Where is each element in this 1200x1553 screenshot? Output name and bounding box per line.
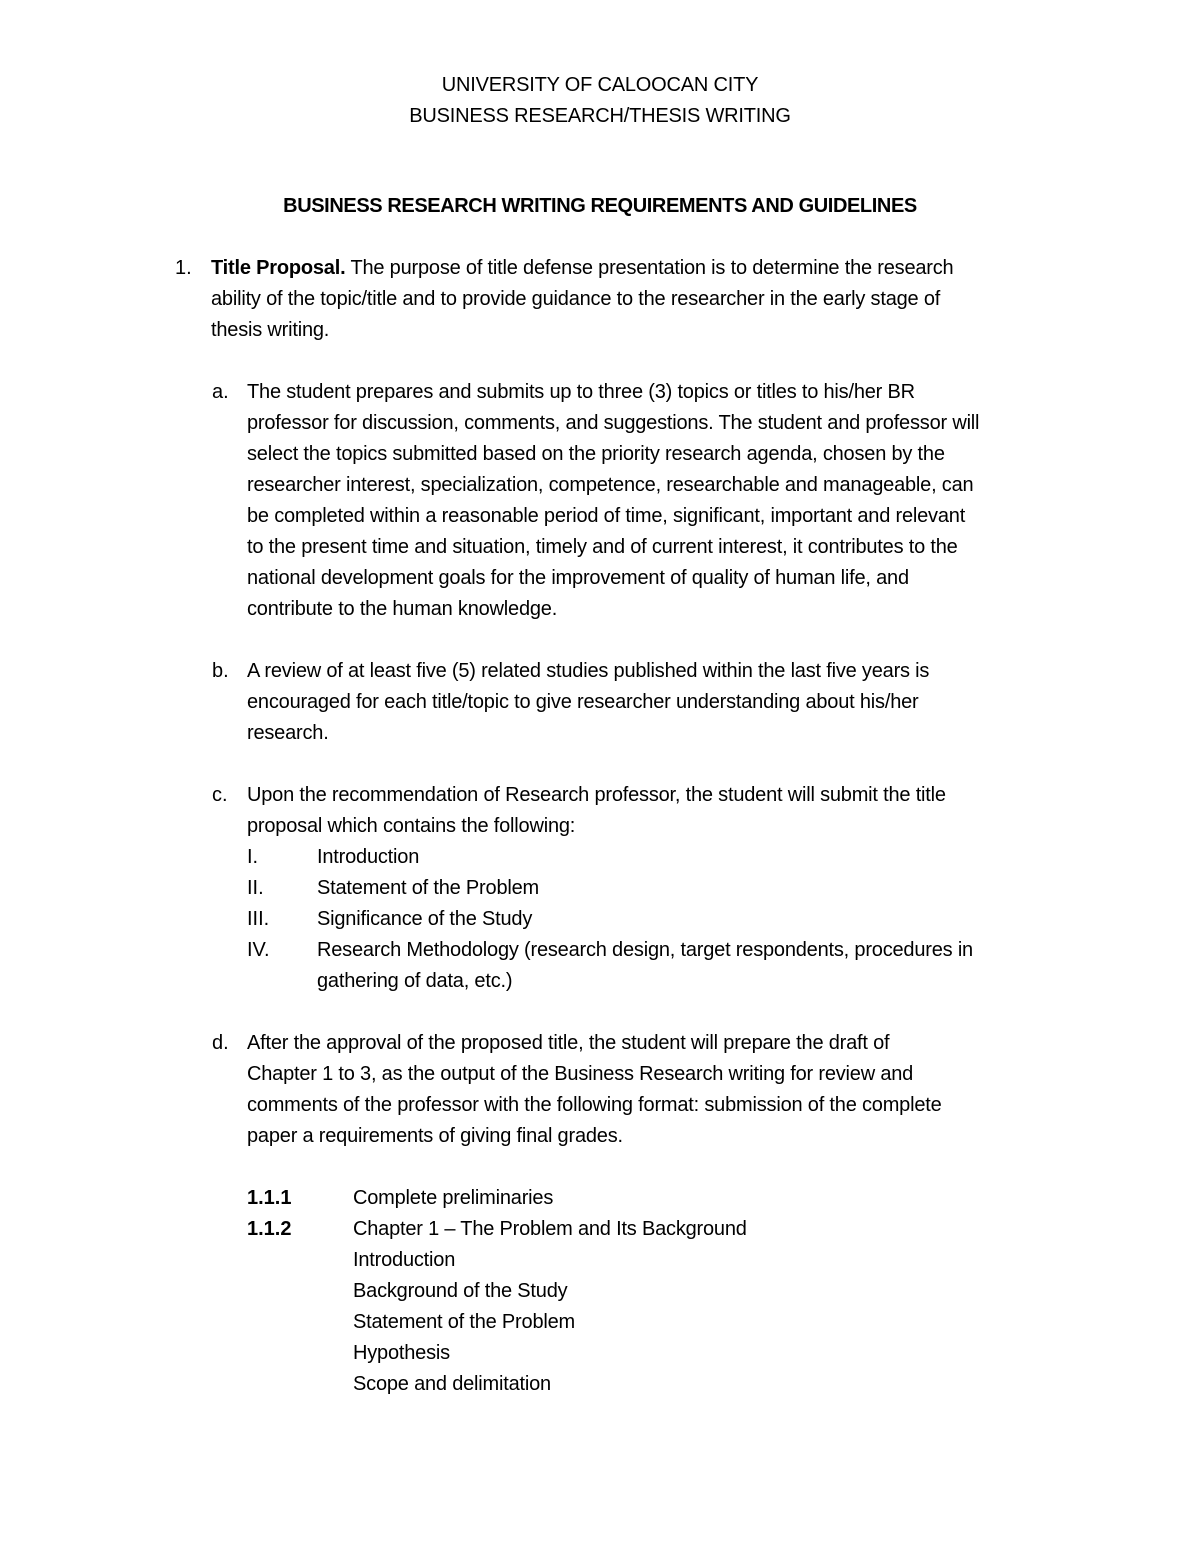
- section-text-line: ability of the topic/title and to provide guidance to the researcher in the early stage of: [211, 288, 941, 310]
- item-a-line: professor for discussion, comments, and suggestions. The student and professor will: [247, 412, 980, 434]
- item-d-marker: d.: [212, 1032, 229, 1054]
- section-number: 1.: [175, 257, 192, 279]
- chapter-part: Introduction: [353, 1249, 456, 1271]
- item-a-line: to the present time and situation, timely and of current interest, it contributes to the: [247, 536, 958, 558]
- roman-item-text: Significance of the Study: [317, 908, 533, 930]
- roman-item-text: Statement of the Problem: [317, 877, 539, 899]
- document-title: BUSINESS RESEARCH WRITING REQUIREMENTS AND GUIDELINES: [283, 195, 917, 217]
- item-a-line: researcher interest, specialization, competence, researchable and manageable, can: [247, 474, 974, 496]
- item-a-line: national development goals for the improvement of quality of human life, and: [247, 567, 909, 589]
- roman-numeral: II.: [247, 877, 264, 899]
- sub-item-text: Chapter 1 – The Problem and Its Background: [353, 1218, 747, 1240]
- item-b-marker: b.: [212, 660, 229, 682]
- item-d-line: Chapter 1 to 3, as the output of the Business Research writing for review and: [247, 1063, 914, 1085]
- item-a-line: select the topics submitted based on the priority research agenda, chosen by the: [247, 443, 945, 465]
- section-text-line: The purpose of title defense presentation is to determine the research: [350, 257, 954, 279]
- roman-item-text: Introduction: [317, 846, 420, 868]
- item-a-marker: a.: [212, 381, 229, 403]
- item-d-line: After the approval of the proposed title, the student will prepare the draft of: [247, 1032, 890, 1054]
- chapter-part: Background of the Study: [353, 1280, 568, 1302]
- roman-item-text: Research Methodology (research design, target respondents, procedures in: [317, 939, 973, 961]
- chapter-part: Hypothesis: [353, 1342, 450, 1364]
- sub-item-number: 1.1.1: [247, 1187, 292, 1209]
- item-d-line: paper a requirements of giving final grades.: [247, 1125, 623, 1147]
- item-b-line: encouraged for each title/topic to give researcher understanding about his/her: [247, 691, 919, 713]
- item-a-line: contribute to the human knowledge.: [247, 598, 558, 620]
- item-a-line: be completed within a reasonable period of time, significant, important and relevant: [247, 505, 966, 527]
- chapter-part: Scope and delimitation: [353, 1373, 551, 1395]
- item-b-line: research.: [247, 722, 329, 744]
- roman-numeral: IV.: [247, 939, 270, 961]
- sub-item-text: Complete preliminaries: [353, 1187, 554, 1209]
- roman-numeral: III.: [247, 908, 270, 930]
- roman-item-continuation: gathering of data, etc.): [317, 970, 513, 992]
- section-text-line: thesis writing.: [211, 319, 330, 341]
- item-d-line: comments of the professor with the following format: submission of the complete: [247, 1094, 942, 1116]
- item-b-line: A review of at least five (5) related studies published within the last five years is: [247, 660, 930, 682]
- item-c-line: Upon the recommendation of Research professor, the student will submit the title: [247, 784, 946, 806]
- item-a-line: The student prepares and submits up to three (3) topics or titles to his/her BR: [247, 381, 915, 403]
- university-name: UNIVERSITY OF CALOOCAN CITY: [441, 74, 759, 96]
- section-heading: Title Proposal.: [211, 257, 346, 279]
- sub-item-number: 1.1.2: [247, 1218, 292, 1240]
- chapter-part: Statement of the Problem: [353, 1311, 575, 1333]
- roman-numeral: I.: [247, 846, 259, 868]
- course-name: BUSINESS RESEARCH/THESIS WRITING: [409, 105, 791, 127]
- item-c-marker: c.: [212, 784, 228, 806]
- item-c-line: proposal which contains the following:: [247, 815, 576, 837]
- section-first-line: [211, 253, 954, 284]
